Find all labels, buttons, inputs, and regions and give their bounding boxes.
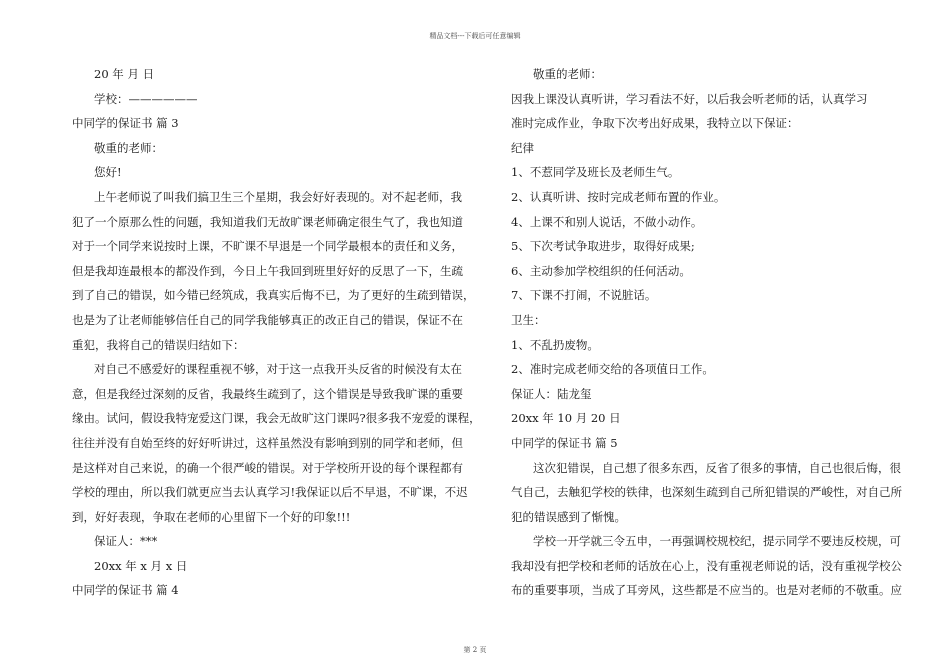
text-line: 纪律 [511,140,534,155]
text-line: 学校的理由，所以我们就更应当去认真学习!我保证以后不早退，不旷课，不迟 [72,485,468,500]
text-line: 敬重的老师： [94,140,163,155]
text-line: 对于一个同学来说按时上课，不旷课不早退是一个同学最根本的责任和义务， [72,239,463,254]
text-line: 犯了一个原那么性的问题，我知道我们无故旷课老师确定很生气了，我也知道 [72,214,463,229]
text-line: 4、上课不和别人说话，不做小动作。 [511,214,703,229]
text-line: 学校：—————— [94,91,198,106]
page-number: 第 2 页 [463,646,487,654]
text-line: 1、不乱扔废物。 [511,337,599,352]
text-line: 重犯，我将自己的错误归结如下： [72,337,245,352]
text-line: 20 年 月 日 [94,67,155,81]
text-line: 您好! [94,165,122,180]
right-column [511,62,902,603]
text-line: 上午老师说了叫我们搞卫生三个星期，我会好好表现的。对不起老师，我 [94,189,462,204]
text-line: 这次犯错误，自己想了很多东西，反省了很多的事情，自己也很后悔，很 [533,460,901,475]
section-title: 中同学的保证书 篇 4 [72,583,179,598]
text-line: 到了自己的错误，如今错已经筑成，我真实后悔不已，为了更好的生疏到错误， [72,288,475,303]
text-line: 往往并没有自始至终的好好听讲过，这样虽然没有影响到别的同学和老师，但 [72,435,463,450]
text-line: 对自己不感爱好的课程重视不够，对于这一点我开头反省的时候没有太在 [94,362,462,377]
text-line: 20xx 年 10 月 20 日 [511,411,621,426]
text-line: 1、不惹同学及班长及老师生气。 [511,165,680,180]
text-line: 保证人：*** [94,534,158,549]
text-line: 但是我却连最根本的都没作到，今日上午我回到班里好好的反思了一下，生疏 [72,263,463,278]
text-line: 意，但是我经过深刻的反省，我最终生疏到了，这个错误是导致我旷课的重要 [72,386,463,401]
text-line: 准时完成作业，争取下次考出好成果，我特立以下保证： [511,116,799,131]
text-line: 5、下次考试争取进步，取得好成果; [511,239,695,254]
text-line: 保证人：陆龙玺 [511,386,592,401]
text-line: 布的重要事项，当成了耳旁风，这些都是不应当的。也是对老师的不敬重。应 [511,583,902,598]
text-line: 学校一开学就三令五申，一再强调校规校纪，提示同学不要违反校规，可 [533,534,901,549]
text-line: 2、准时完成老师交给的各项值日工作。 [511,362,714,377]
text-line: 2、认真听讲、按时完成老师布置的作业。 [511,189,726,204]
text-line: 犯的错误感到了惭愧。 [511,509,626,524]
text-line: 因我上课没认真听讲，学习看法不好，以后我会听老师的话，认真学习 [511,91,868,106]
section-title: 中同学的保证书 篇 3 [72,116,179,131]
text-line: 敬重的老师： [533,67,602,81]
left-column [72,62,481,603]
section-title: 中同学的保证书 篇 5 [511,435,618,450]
text-line: 20xx 年 x 月 x 日 [94,558,188,573]
text-line: 7、下课不打闹，不说脏话。 [511,288,657,303]
text-line: 气自己，去触犯学校的铁律，也深刻生疏到自己所犯错误的严峻性，对自己所 [511,485,902,500]
text-line: 缘由。试问，假设我特宠爱这门课，我会无故旷这门课吗?很多我不宠爱的课程， [72,411,481,426]
text-line: 6、主动参加学校组织的任何活动。 [511,263,691,278]
text-line: 也是为了让老师能够信任自己的同学我能够真正的改正自己的错误，保证不在 [72,312,463,327]
text-line: 是这样对自己来说，的确一个很严峻的错误。对于学校所开设的每个课程都有 [72,460,463,475]
text-line: 我却没有把学校和老师的话放在心上，没有重视老师说的话，没有重视学校公 [511,558,902,573]
text-line: 卫生： [511,312,546,327]
text-line: 到，好好表现，争取在老师的心里留下一个好的印象!!! [72,509,351,524]
page-header: 精品文档---下载后可任意编辑 [429,32,521,40]
